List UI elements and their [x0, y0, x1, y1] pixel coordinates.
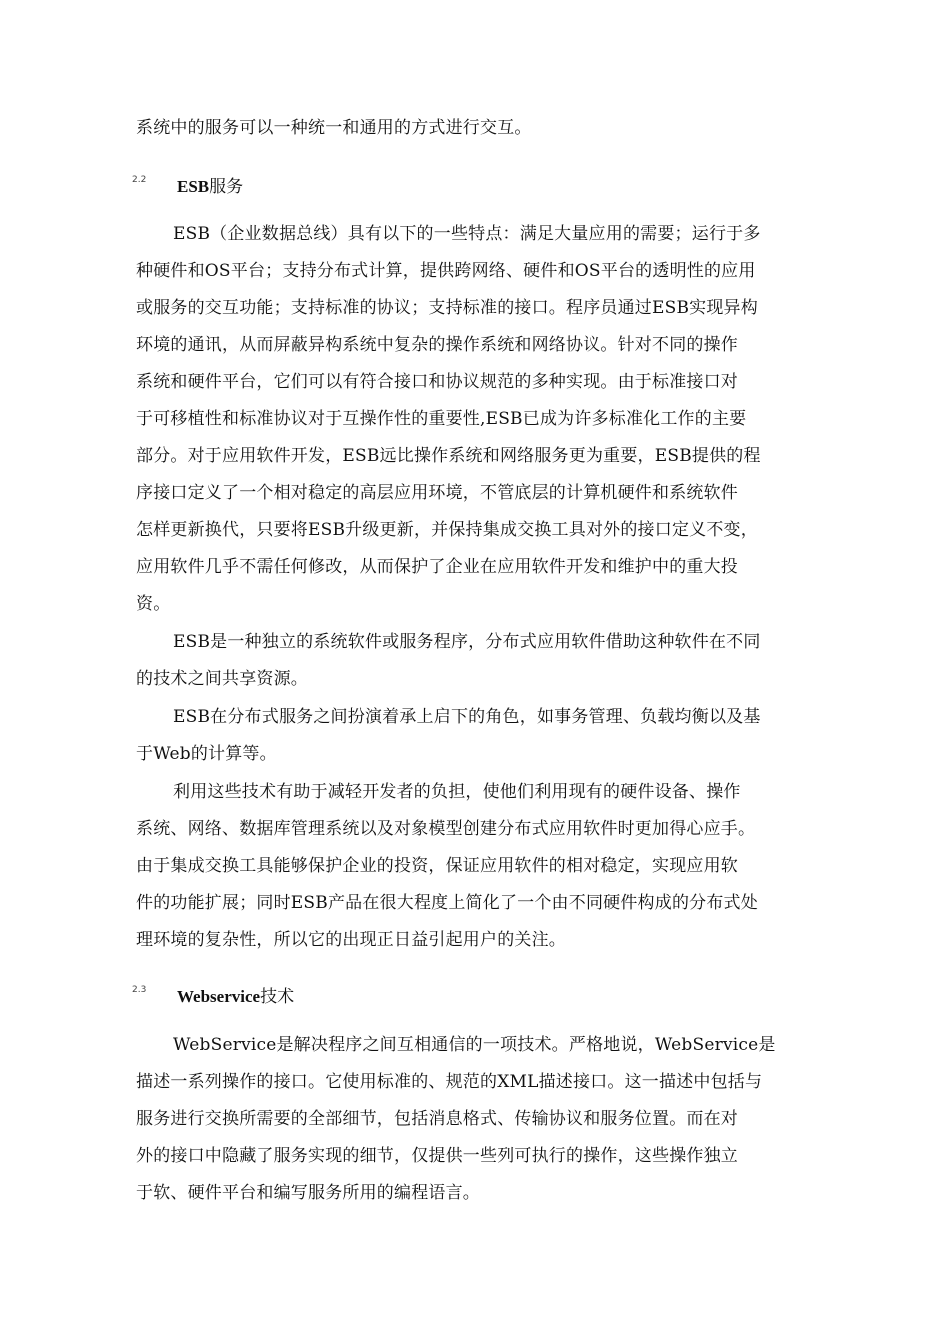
paragraph-line: 件的功能扩展；同时ESB产品在很大程度上简化了一个由不同硬件构成的分布式处	[136, 893, 758, 913]
section-title-bold: ESB	[177, 177, 210, 196]
paragraph-line: 序接口定义了一个相对稳定的高层应用环境，不管底层的计算机硬件和系统软件	[136, 483, 738, 503]
section-number: 2.3	[132, 985, 147, 995]
paragraph-line: 资。	[136, 594, 171, 614]
paragraph-line: 描述一系列操作的接口。它使用标准的、规范的XML描述接口。这一描述中包括与	[136, 1072, 763, 1092]
section-title	[177, 177, 243, 197]
section-title-rest: 服务	[209, 177, 244, 197]
intro-line: 系统中的服务可以一种统一和通用的方式进行交互。	[136, 118, 532, 138]
paragraph-line: 的技术之间共享资源。	[136, 669, 308, 689]
paragraph-line: 于软、硬件平台和编写服务所用的编程语言。	[136, 1183, 480, 1203]
paragraph-line: 系统和硬件平台，它们可以有符合接口和协议规范的多种实现。由于标准接口对	[136, 372, 738, 392]
paragraph-line: 系统、网络、数据库管理系统以及对象模型创建分布式应用软件时更加得心应手。	[136, 819, 756, 839]
paragraph-line: ESB是一种独立的系统软件或服务程序，分布式应用软件借助这种软件在不同	[173, 632, 761, 652]
paragraph-line: WebService是解决程序之间互相通信的一项技术。严格地说，WebService是	[173, 1035, 776, 1055]
paragraph-line: 环境的通讯，从而屏蔽异构系统中复杂的操作系统和网络协议。针对不同的操作	[136, 335, 738, 355]
paragraph-line: 怎样更新换代，只要将ESB升级更新，并保持集成交换工具对外的接口定义不变，	[136, 520, 758, 540]
section-number: 2.2	[132, 175, 147, 185]
paragraph-line: 服务进行交换所需要的全部细节，包括消息格式、传输协议和服务位置。而在对	[136, 1109, 738, 1129]
paragraph-line: 于可移植性和标准协议对于互操作性的重要性,ESB已成为许多标准化工作的主要	[136, 409, 747, 429]
section-title	[177, 987, 294, 1007]
paragraph-line: 外的接口中隐藏了服务实现的细节，仅提供一些列可执行的操作，这些操作独立	[136, 1146, 738, 1166]
paragraph-line: 利用这些技术有助于减轻开发者的负担，使他们利用现有的硬件设备、操作	[173, 782, 741, 802]
paragraph-line: 部分。对于应用软件开发，ESB远比操作系统和网络服务更为重要，ESB提供的程	[136, 446, 761, 466]
paragraph-line: ESB（企业数据总线）具有以下的一些特点：满足大量应用的需要；运行于多	[173, 224, 761, 244]
paragraph-line: 种硬件和OS平台；支持分布式计算，提供跨网络、硬件和OS平台的透明性的应用	[136, 261, 756, 281]
paragraph-line: 应用软件几乎不需任何修改，从而保护了企业在应用软件开发和维护中的重大投	[136, 557, 738, 577]
section-title-bold: Webservice	[177, 987, 261, 1006]
section-title-rest: 技术	[260, 987, 295, 1007]
paragraph-line: 由于集成交换工具能够保护企业的投资，保证应用软件的相对稳定，实现应用软	[136, 856, 738, 876]
paragraph-line: 或服务的交互功能；支持标准的协议；支持标准的接口。程序员通过ESB实现异构	[136, 298, 758, 318]
paragraph-line: 理环境的复杂性，所以它的出现正日益引起用户的关注。	[136, 930, 566, 950]
paragraph-line: 于Web的计算等。	[136, 744, 277, 764]
paragraph-line: ESB在分布式服务之间扮演着承上启下的角色，如事务管理、负载均衡以及基	[173, 707, 761, 727]
